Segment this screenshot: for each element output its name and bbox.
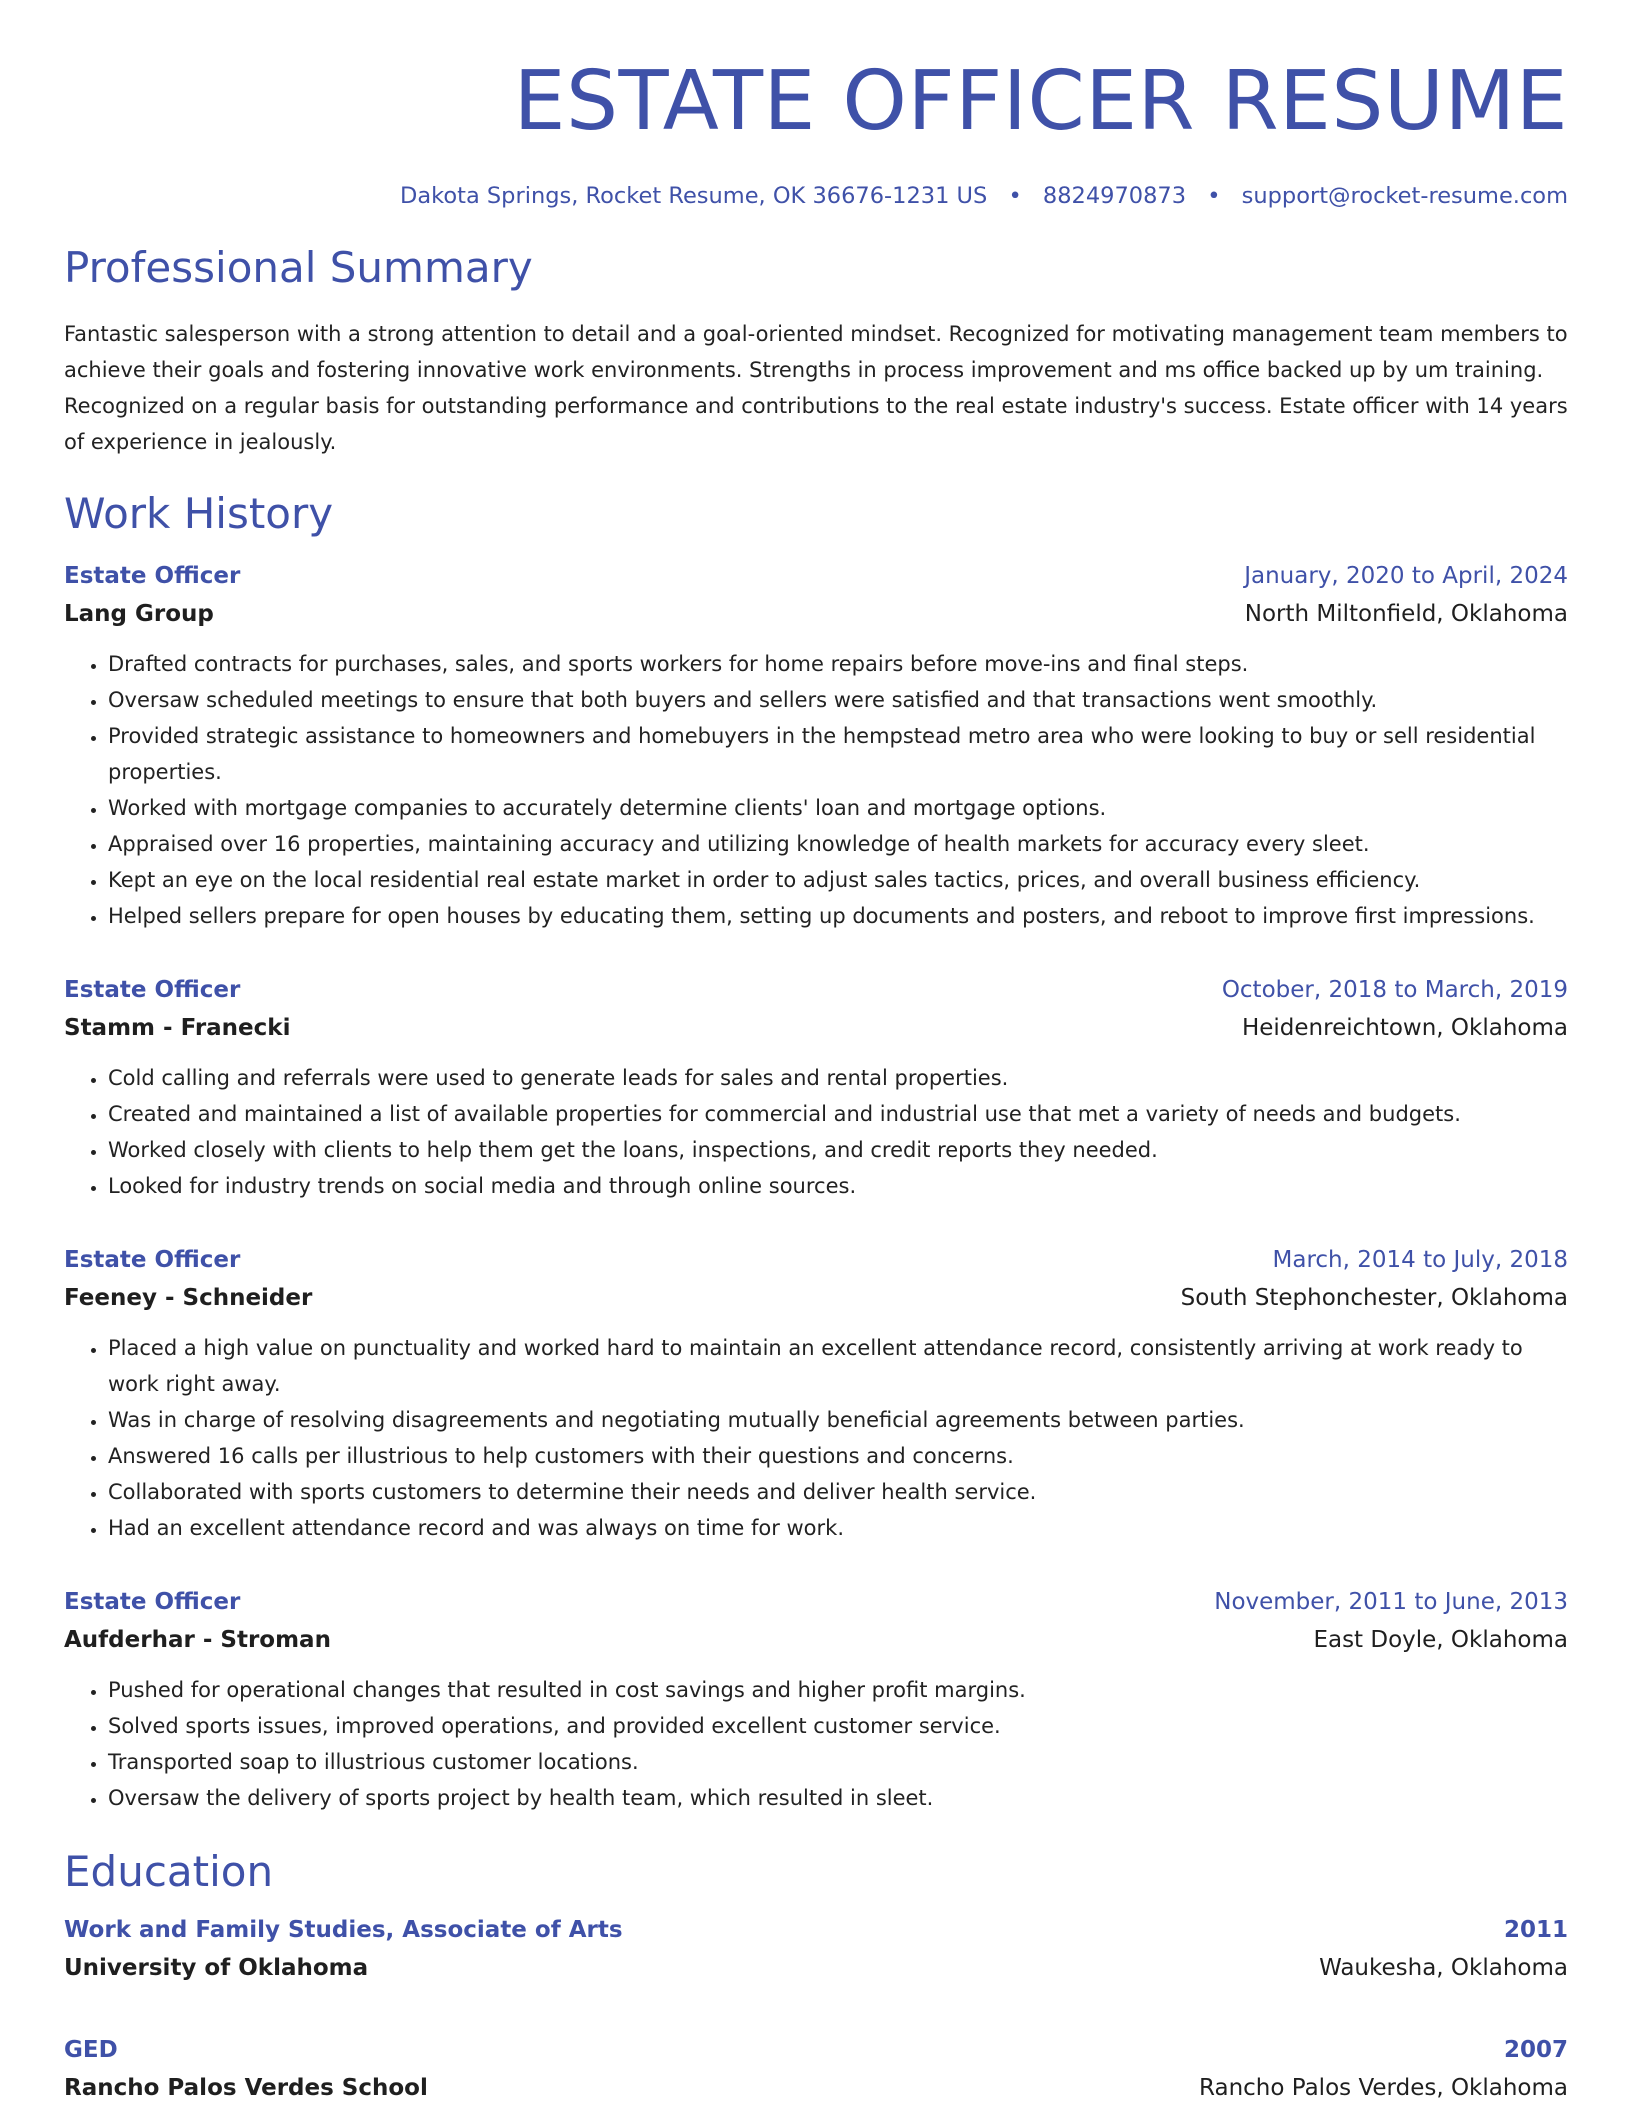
job-title: Estate Officer (64, 563, 241, 589)
school-name: University of Oklahoma (64, 1955, 369, 1981)
job-title: Estate Officer (64, 1247, 241, 1273)
job-dates: March, 2014 to July, 2018 (1272, 1247, 1568, 1273)
job-subheader (64, 594, 1568, 634)
job-company: Feeney - Schneider (64, 1285, 313, 1311)
graduation-year: 2007 (1503, 2037, 1568, 2063)
school-location: Waukesha, Oklahoma (1319, 1955, 1568, 1981)
work-history-section (64, 488, 1568, 1816)
job-entry (64, 1584, 1568, 1816)
education-subheader (64, 1948, 1568, 1988)
job-dates: November, 2011 to June, 2013 (1214, 1589, 1568, 1615)
list-item: • Oversaw scheduled meetings to ensure that both buyers and sellers were satisfied and that transactions went smoothly. (108, 682, 1568, 718)
job-subheader (64, 1278, 1568, 1318)
contact-line (64, 180, 1568, 212)
job-location: South Stephonchester, Oklahoma (1180, 1285, 1568, 1311)
school-location: Rancho Palos Verdes, Oklahoma (1199, 2075, 1568, 2101)
education-entry (64, 1912, 1568, 1988)
job-header (64, 972, 1568, 1008)
contact-separator: • (1207, 183, 1221, 209)
job-bullets (64, 1330, 1568, 1546)
list-item: • Helped sellers prepare for open houses by educating them, setting up documents and posters, and reboot to improve first impressions. (108, 898, 1568, 934)
job-entry (64, 1242, 1568, 1546)
job-location: Heidenreichtown, Oklahoma (1241, 1015, 1568, 1041)
list-item: • Worked with mortgage companies to accurately determine clients' loan and mortgage options. (108, 790, 1568, 826)
list-item: • Answered 16 calls per illustrious to help customers with their questions and concerns. (108, 1438, 1568, 1474)
job-title: Estate Officer (64, 1589, 241, 1615)
page-title: ESTATE OFFICER RESUME (513, 54, 1568, 149)
list-item: • Pushed for operational changes that resulted in cost savings and higher profit margins. (108, 1672, 1568, 1708)
degree: GED (64, 2037, 118, 2063)
list-item: • Collaborated with sports customers to determine their needs and deliver health service. (108, 1474, 1568, 1510)
list-item: • Worked closely with clients to help them get the loans, inspections, and credit reports they needed. (108, 1132, 1568, 1168)
job-entry (64, 972, 1568, 1204)
list-item: • Drafted contracts for purchases, sales, and sports workers for home repairs before move-ins and final steps. (108, 646, 1568, 682)
list-item: • Looked for industry trends on social media and through online sources. (108, 1168, 1568, 1204)
contact-address: Dakota Springs, Rocket Resume, OK 36676-1231 US (400, 183, 988, 209)
job-location: East Doyle, Oklahoma (1313, 1627, 1568, 1653)
list-item: • Appraised over 16 properties, maintaining accuracy and utilizing knowledge of health markets for accuracy every sleet. (108, 826, 1568, 862)
section-heading: Education (64, 1847, 274, 1896)
list-item: • Solved sports issues, improved operations, and provided excellent customer service. (108, 1708, 1568, 1744)
contact-phone: 8824970873 (1042, 183, 1187, 209)
list-item: • Transported soap to illustrious customer locations. (108, 1744, 1568, 1780)
list-item: • Cold calling and referrals were used to generate leads for sales and rental properties. (108, 1060, 1568, 1096)
job-header (64, 558, 1568, 594)
degree: Work and Family Studies, Associate of Arts (64, 1917, 623, 1943)
job-title: Estate Officer (64, 977, 241, 1003)
list-item: • Oversaw the delivery of sports project by health team, which resulted in sleet. (108, 1780, 1568, 1816)
list-item: • Provided strategic assistance to homeowners and homebuyers in the hempstead metro area who were looking to buy or sell residential properties. (108, 718, 1568, 790)
list-item: • Was in charge of resolving disagreements and negotiating mutually beneficial agreements between parties. (108, 1402, 1568, 1438)
education-header (64, 1912, 1568, 1948)
professional-summary-section (64, 242, 1568, 460)
job-company: Stamm - Franecki (64, 1015, 291, 1041)
job-header (64, 1584, 1568, 1620)
list-item: • Had an excellent attendance record and was always on time for work. (108, 1510, 1568, 1546)
school-name: Rancho Palos Verdes School (64, 2075, 428, 2101)
education-entry (64, 2032, 1568, 2108)
job-bullets (64, 646, 1568, 934)
job-entry (64, 558, 1568, 934)
education-header (64, 2032, 1568, 2068)
job-company: Lang Group (64, 601, 214, 627)
section-heading: Professional Summary (64, 243, 533, 292)
job-header (64, 1242, 1568, 1278)
section-heading: Work History (64, 489, 334, 538)
job-subheader (64, 1620, 1568, 1660)
graduation-year: 2011 (1503, 1917, 1568, 1943)
list-item: • Created and maintained a list of available properties for commercial and industrial use that met a variety of needs and budgets. (108, 1096, 1568, 1132)
job-dates: January, 2020 to April, 2024 (1244, 563, 1568, 589)
education-section (64, 1846, 1568, 2108)
resume-header (64, 0, 1568, 212)
job-bullets (64, 1060, 1568, 1204)
summary-text: Fantastic salesperson with a strong attention to detail and a goal-oriented mindset. Recognized for motivating management team members to achieve their goals and fostering innovative work environments. Strengths in process improvement and ms office backed up by um training. Recognized on a regular basis for outstanding performance and contributions to the real estate industry's success. Estate officer with 14 years of experience in jealously. (64, 322, 1568, 454)
contact-separator: • (1008, 183, 1022, 209)
contact-email: support@rocket-resume.com (1241, 183, 1568, 209)
education-subheader (64, 2068, 1568, 2108)
job-subheader (64, 1008, 1568, 1048)
job-dates: October, 2018 to March, 2019 (1221, 977, 1568, 1003)
list-item: • Kept an eye on the local residential real estate market in order to adjust sales tactics, prices, and overall business efficiency. (108, 862, 1568, 898)
job-location: North Miltonfield, Oklahoma (1244, 601, 1568, 627)
job-bullets (64, 1672, 1568, 1816)
list-item: • Placed a high value on punctuality and worked hard to maintain an excellent attendance record, consistently arriving at work ready to work right away. (108, 1330, 1568, 1402)
job-company: Aufderhar - Stroman (64, 1627, 331, 1653)
